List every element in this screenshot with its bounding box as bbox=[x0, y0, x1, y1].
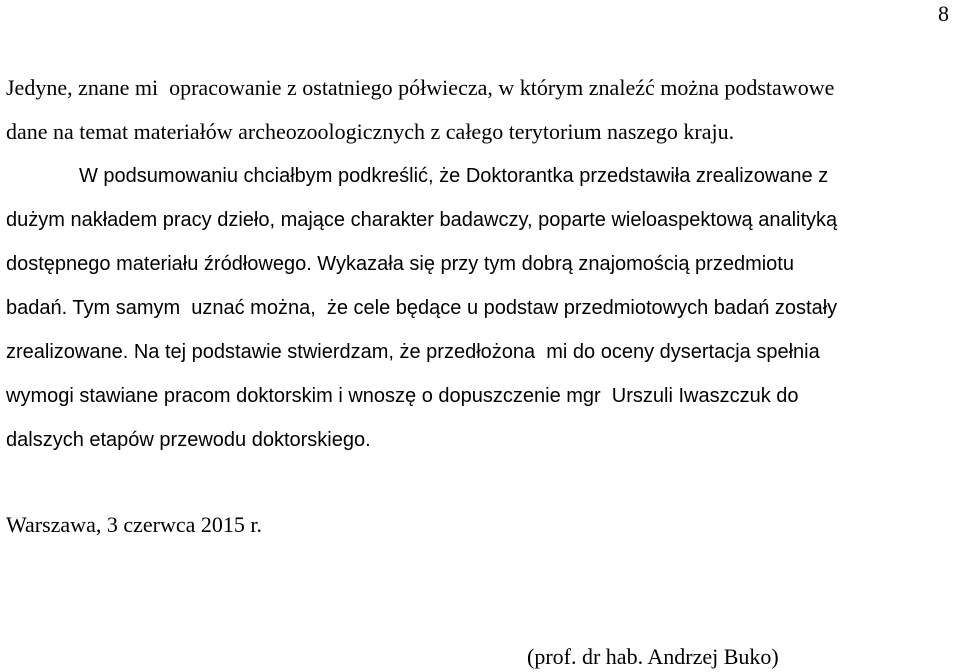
signature: (prof. dr hab. Andrzej Buko) bbox=[527, 644, 779, 669]
paragraph-line: dalszych etapów przewodu doktorskiego. bbox=[6, 429, 371, 451]
paragraph-line: badań. Tym samym uznać można, że cele będące u podstaw przedmiotowych badań zostały bbox=[6, 297, 838, 319]
paragraph-line: W podsumowaniu chciałbym podkreślić, że Doktorantka przedstawiła zrealizowane z bbox=[79, 165, 829, 187]
paragraph-line: Jedyne, znane mi opracowanie z ostatniego półwiecza, w którym znaleźć można podstawowe bbox=[6, 75, 835, 100]
page-number: 8 bbox=[938, 1, 949, 26]
place-and-date: Warszawa, 3 czerwca 2015 r. bbox=[6, 512, 262, 537]
paragraph-line: dostępnego materiału źródłowego. Wykazała się przy tym dobrą znajomością przedmiotu bbox=[6, 253, 794, 275]
paragraph-line: wymogi stawiane pracom doktorskim i wnoszę o dopuszczenie mgr Urszuli Iwaszczuk do bbox=[6, 385, 799, 407]
paragraph-line: dużym nakładem pracy dzieło, mające charakter badawczy, poparte wieloaspektową analityką bbox=[6, 209, 838, 231]
paragraph-line: dane na temat materiałów archeozoologicznych z całego terytorium naszego kraju. bbox=[6, 119, 735, 144]
paragraph-line: zrealizowane. Na tej podstawie stwierdzam, że przedłożona mi do oceny dysertacja spełnia bbox=[6, 341, 820, 363]
